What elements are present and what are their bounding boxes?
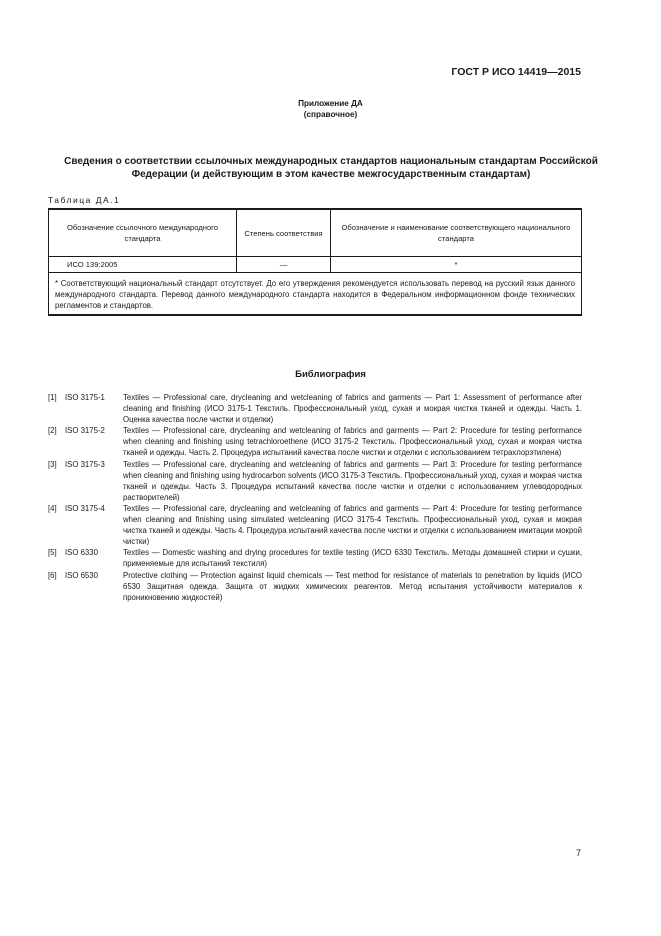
bibliography-entry-text: Textiles — Professional care, drycleaning and wetcleaning of fabrics and garments — Part 2: Procedure for testing performance when cleaning and finishing using tetrachloroethene (ИСО 3175-2 Текстиль. Профессиональный уход, сухая и мокрая чистка тканей и одежды. Часть 2. Процедура испытаний качества после чистки и отделки с использованием тетрахлорэтилена) [123,426,582,458]
table-cell: ИСО 139:2005 [49,257,237,273]
bibliography-entry-number: [1] [48,393,57,402]
bibliography-entry-text: Textiles — Professional care, drycleaning and wetcleaning of fabrics and garments — Part 1: Assessment of performance after cleaning and finishing (ИСО 3175-1 Текстиль. Профессиональный уход, сухая и мокрая чистка тканей и одежды. Часть 1. Оценка качества после чистки и отделки) [123,393,582,425]
bibliography-entry-code: ISO 6330 [65,548,98,558]
bibliography-entry-number: [3] [48,459,57,469]
bibliography-entry-code: ISO 3175-1 [65,393,105,402]
bibliography-entry-code: ISO 3175-4 [65,503,105,513]
appendix-subtitle: (справочное) [303,110,358,119]
bibliography-entry-text: Textiles — Professional care, drycleaning and wetcleaning of fabrics and garments — Part 4: Procedure for testing performance when cleaning and finishing using simulated wetcleaning (ИСО 3175-4 Текстиль. Профессиональный уход, сухая и мокрая чистка тканей и одежды. Часть 4. Процедура испытаний качества после чистки и отделки с использованием имитации мокрой чистки) [123,503,582,547]
bibliography-entry-code: ISO 3175-2 [65,426,105,436]
table-header-cell: Обозначение ссылочного международного стандарта [49,209,237,257]
main-title: Сведения о соответствии ссылочных международных стандартов национальным стандартам Российской Федерации (и действующим в этом качестве межгосударственным стандартам) [64,156,598,180]
page-number: 7 [575,848,581,858]
bibliography-entry-number: [6] [48,570,57,580]
document-code: ГОСТ Р ИСО 14419—2015 [451,66,581,78]
bibliography-entry [48,459,582,503]
bibliography-entry [48,392,582,425]
table-header-cell: Степень соответствия [237,209,331,257]
bibliography-entry [48,503,582,547]
table-cell: * [331,257,582,273]
bibliography-entry [48,547,582,569]
appendix-heading [0,98,661,120]
bibliography-entry [48,425,582,458]
bibliography-entry-number: [4] [48,503,57,513]
bibliography-entry-text: Textiles — Domestic washing and drying procedures for textile testing (ИСО 6330 Текстиль. Методы домашней стирки и сушки, применяемые для испытаний текстиля) [123,548,582,569]
bibliography-list [48,392,582,603]
bibliography-entry-code: ISO 3175-3 [65,459,105,469]
correspondence-table [48,208,582,316]
bibliography-title: Библиография [295,369,366,380]
table-cell: — [237,257,331,273]
bibliography-entry-code: ISO 6530 [65,570,98,580]
bibliography-entry-text: Protective clothing — Protection against liquid chemicals — Test method for resistance of materials to penetration by liquids (ИСО 6530 Защитная одежда. Защита от жидких химических реагентов. Метод испытания устойчивости материалов к проникновению жидкостей) [123,570,582,602]
bibliography-entry [48,570,582,603]
table-footnote-row [49,273,582,316]
bibliography-entry-number: [5] [48,548,57,558]
table-header-row [49,209,582,257]
table-row [49,257,582,273]
table-label: Таблица ДА.1 [48,195,121,205]
appendix-title: Приложение ДА [298,99,363,108]
table-header-cell: Обозначение и наименование соответствующего национального стандарта [331,209,582,257]
bibliography-entry-text: Textiles — Professional care, drycleaning and wetcleaning of fabrics and garments — Part 3: Procedure for testing performance when cleaning and finishing using hydrocarbon solvents (ИСО 3175-3 Текстиль. Профессиональный уход, сухая и мокрая чистка тканей и одежды. Часть 3. Процедура испытаний качества после чистки и отделки с использованием углеводородных растворителей) [123,459,582,502]
bibliography-entry-number: [2] [48,426,57,436]
table-footnote: * Соответствующий национальный стандарт отсутствует. До его утверждения рекомендуется использовать перевод на русский язык данного международного стандарта. Перевод данного международного стандарта находится в Федеральном информационном фонде технических регламентов и стандартов. [49,273,582,316]
